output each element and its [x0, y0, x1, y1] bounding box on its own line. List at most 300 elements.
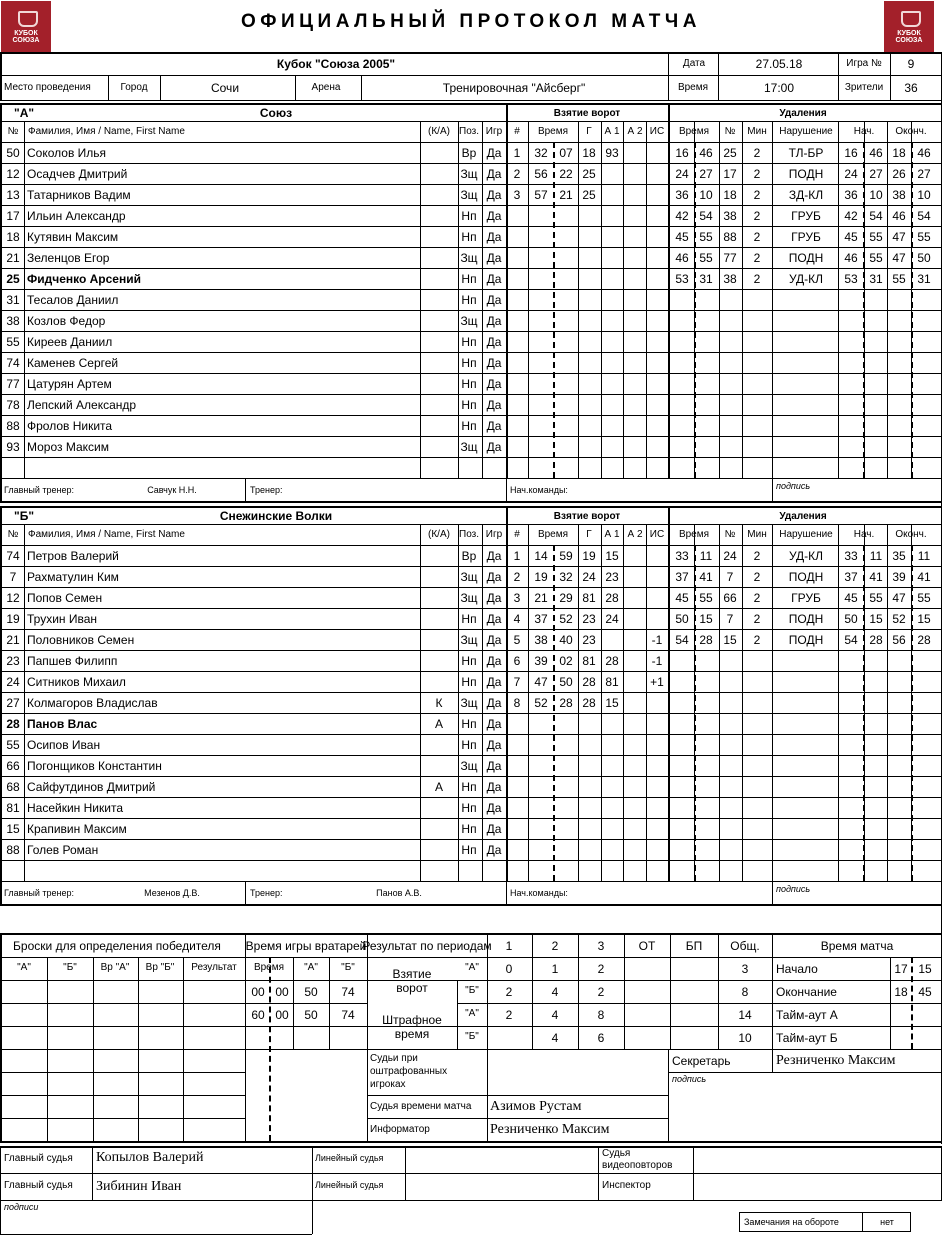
- goal-assist1: 81: [605, 675, 619, 689]
- grid-h-line: [0, 734, 942, 735]
- match-start-label: Начало: [776, 962, 818, 976]
- grid-h-line: [0, 103, 942, 105]
- penalty-end-min: 39: [892, 570, 906, 584]
- penalty-start-sec: 55: [869, 591, 883, 605]
- penalty-start-sec: 54: [869, 209, 883, 223]
- player-number: 77: [6, 377, 20, 391]
- grid-v-line: [528, 524, 529, 881]
- player-position: Нп: [461, 293, 477, 307]
- secretary-signature-label: подпись: [672, 1074, 707, 1084]
- penalty-player: 66: [723, 591, 737, 605]
- grid-h-line: [0, 1072, 245, 1073]
- player-name: Сайфутдинов Дмитрий: [27, 780, 156, 794]
- game-value: 9: [907, 57, 915, 71]
- player-name: Трухин Иван: [27, 612, 98, 626]
- goalie-a-number: 50: [304, 985, 318, 999]
- penalty-start-sec: 31: [869, 272, 883, 286]
- goal-number: 8: [513, 696, 521, 710]
- grid-v-line: [532, 933, 533, 1049]
- penalty-infraction: ПОДН: [788, 612, 824, 626]
- penalty-minutes: 2: [753, 251, 761, 265]
- period-score: 10: [738, 1031, 752, 1045]
- timeout-b-label: Тайм-аут Б: [776, 1031, 838, 1045]
- city-value: Сочи: [210, 81, 240, 95]
- referee2-label: Главный судья: [4, 1180, 73, 1191]
- player-name: Попов Семен: [27, 591, 103, 605]
- goal-number: 6: [513, 654, 521, 668]
- player-name: Колмагоров Владислав: [27, 696, 158, 710]
- grid-h-line: [367, 1118, 668, 1119]
- grid-v-line: [458, 524, 459, 881]
- penalty-minute: 46: [675, 251, 689, 265]
- player-captaincy: К: [435, 696, 443, 710]
- penalty-start-min: 53: [844, 272, 858, 286]
- player-name: Мороз Максим: [27, 440, 109, 454]
- goal-second: 59: [559, 549, 573, 563]
- penalty-minutes: 2: [753, 570, 761, 584]
- goal-minute: 38: [534, 633, 548, 647]
- inspector-label: Инспектор: [602, 1180, 651, 1191]
- grid-v-line: [108, 75, 109, 100]
- period-score: 8: [741, 985, 749, 999]
- time-divider: [269, 957, 271, 1141]
- player-played: Да: [486, 356, 502, 370]
- period-team-b: "Б": [465, 985, 479, 996]
- grid-h-line: [0, 860, 942, 861]
- goal-second: 29: [559, 591, 573, 605]
- grid-v-line: [668, 103, 670, 478]
- remarks-value: нет: [880, 1217, 894, 1227]
- player-position: Зщ: [460, 440, 478, 454]
- grid-v-line: [772, 881, 773, 904]
- goal-number: 2: [513, 570, 521, 584]
- tournament-name: Кубок "Союза 2005": [276, 57, 396, 71]
- player-position: Зщ: [460, 314, 478, 328]
- goal-assist1: 15: [605, 549, 619, 563]
- penalty-start-min: 50: [844, 612, 858, 626]
- player-name: Панов Влас: [27, 717, 98, 731]
- informer-name: Резниченко Максим: [490, 1122, 610, 1137]
- player-position: Нп: [461, 419, 477, 433]
- player-number: 7: [9, 570, 17, 584]
- city-label: Город: [120, 82, 148, 93]
- col-is-header: ИС: [649, 126, 665, 137]
- penalties-header: Удаления: [779, 511, 827, 522]
- goalie-minute: 00: [251, 985, 265, 999]
- player-name: Осадчев Дмитрий: [27, 167, 128, 181]
- penalty-second: 10: [699, 188, 713, 202]
- period-score: 3: [741, 962, 749, 976]
- grid-v-line: [329, 957, 330, 1049]
- grid-h-line: [0, 478, 942, 479]
- grid-v-line: [420, 524, 421, 881]
- referee1-name: Копылов Валерий: [96, 1150, 204, 1165]
- penalty-end-sec: 15: [917, 612, 931, 626]
- player-position: Нп: [461, 272, 477, 286]
- grid-h-line: [0, 100, 942, 101]
- goal-minute: 21: [534, 591, 548, 605]
- col-ka-header: (К/А): [428, 529, 450, 540]
- periods-title: Результат по периодам: [362, 939, 492, 953]
- secretary-name: Резниченко Максим: [776, 1053, 896, 1068]
- grid-h-line: [0, 501, 942, 503]
- grid-v-line: [293, 957, 294, 1049]
- grid-h-line: [0, 881, 942, 882]
- period-col-header: ОТ: [638, 939, 656, 953]
- col-pen-end-header: Оконч.: [895, 126, 927, 137]
- penalty-minute: 24: [675, 167, 689, 181]
- grid-v-line: [138, 957, 139, 1141]
- grid-h-line: [0, 671, 942, 672]
- grid-v-line: [578, 524, 579, 881]
- goalie-col-b: "Б": [341, 962, 355, 973]
- grid-h-line: [367, 1049, 942, 1050]
- penalty-player: 88: [723, 230, 737, 244]
- player-played: Да: [486, 801, 502, 815]
- goalie-col-a: "А": [304, 962, 318, 973]
- player-number: 12: [6, 591, 20, 605]
- player-played: Да: [486, 272, 502, 286]
- player-position: Зщ: [460, 188, 478, 202]
- grid-h-line: [0, 352, 942, 353]
- match-end-hour: 18: [894, 985, 908, 999]
- video-judge-label: Судья видеоповторов: [602, 1148, 673, 1171]
- player-name: Лепский Александр: [27, 398, 137, 412]
- game-label: Игра №: [846, 58, 882, 69]
- penalty-minutes: 2: [753, 167, 761, 181]
- grid-v-line: [0, 1146, 1, 1234]
- player-position: Нп: [461, 209, 477, 223]
- player-name: Осипов Иван: [27, 738, 101, 752]
- grid-h-line: [367, 1095, 668, 1096]
- grid-h-line: [0, 797, 942, 798]
- grid-h-line: [0, 289, 942, 290]
- player-played: Да: [486, 822, 502, 836]
- goals-header: Взятие ворот: [553, 511, 621, 522]
- penalty-end-min: 56: [892, 633, 906, 647]
- penalty-start-min: 45: [844, 591, 858, 605]
- col-goal-time-header: Время: [537, 529, 569, 540]
- player-name: Каменев Сергей: [27, 356, 119, 370]
- col-pen-start-header: Нач.: [853, 126, 875, 137]
- goal-second: 21: [559, 188, 573, 202]
- team-chief-label: Нач.команды:: [510, 485, 568, 495]
- goal-scorer: 28: [582, 696, 596, 710]
- player-played: Да: [486, 398, 502, 412]
- timeout-a-label: Тайм-аут А: [776, 1008, 838, 1022]
- penalty-start-min: 36: [844, 188, 858, 202]
- time-divider: [863, 142, 865, 478]
- time-judge-label: Судья времени матча: [370, 1101, 472, 1112]
- player-played: Да: [486, 419, 502, 433]
- player-position: Вр: [461, 146, 477, 160]
- goal-scorer: 23: [582, 633, 596, 647]
- penalty-end-sec: 46: [917, 146, 931, 160]
- goal-scorer: 25: [582, 188, 596, 202]
- penalty-start-min: 54: [844, 633, 858, 647]
- player-played: Да: [486, 251, 502, 265]
- penalty-end-min: 47: [892, 251, 906, 265]
- player-played: Да: [486, 654, 502, 668]
- penalty-infraction: ПОДН: [788, 251, 824, 265]
- time-divider: [911, 957, 913, 1049]
- grid-h-line: [0, 587, 942, 588]
- logo-text: КУБОК СОЮЗА: [12, 30, 40, 44]
- grid-h-line: [0, 650, 942, 651]
- penalty-end-sec: 31: [917, 272, 931, 286]
- goal-second: 40: [559, 633, 573, 647]
- referees-signature-label: подписи: [4, 1202, 39, 1212]
- head-coach-name: Савчук Н.Н.: [147, 485, 197, 495]
- player-number: 74: [6, 356, 20, 370]
- player-name: Соколов Илья: [27, 146, 107, 160]
- goal-strength: -1: [651, 633, 663, 647]
- grid-v-line: [0, 103, 2, 501]
- match-start-minute: 15: [918, 962, 932, 976]
- penalty-start-sec: 41: [869, 570, 883, 584]
- grid-h-line: [0, 713, 942, 714]
- player-played: Да: [486, 230, 502, 244]
- grid-h-line: [0, 608, 942, 609]
- player-number: 93: [6, 440, 20, 454]
- player-name: Насейкин Никита: [27, 801, 123, 815]
- grid-h-line: [0, 142, 942, 143]
- player-played: Да: [486, 188, 502, 202]
- grid-v-line: [887, 524, 888, 881]
- linesman2-label: Линейный судья: [315, 1180, 384, 1190]
- grid-v-line: [646, 121, 647, 478]
- penalty-end-min: 46: [892, 209, 906, 223]
- grid-v-line: [772, 478, 773, 501]
- player-number: 18: [6, 230, 20, 244]
- grid-h-line: [0, 331, 942, 332]
- penalty-second: 46: [699, 146, 713, 160]
- grid-v-line: [718, 52, 719, 100]
- player-position: Нп: [461, 675, 477, 689]
- goal-second: 52: [559, 612, 573, 626]
- goal-assist1: 93: [605, 146, 619, 160]
- grid-v-line: [601, 121, 602, 478]
- player-played: Да: [486, 440, 502, 454]
- penalty-minutes: 2: [753, 549, 761, 563]
- grid-v-line: [0, 506, 2, 904]
- player-number: 17: [6, 209, 20, 223]
- col-goal-time-header: Время: [537, 126, 569, 137]
- grid-v-line: [0, 52, 2, 100]
- player-number: 81: [6, 801, 20, 815]
- penalty-end-sec: 10: [917, 188, 931, 202]
- player-position: Нп: [461, 356, 477, 370]
- grid-h-line: [0, 436, 942, 437]
- grid-h-line: [367, 957, 942, 958]
- penalty-end-min: 47: [892, 230, 906, 244]
- informer-label: Информатор: [370, 1124, 430, 1135]
- match-end-minute: 45: [918, 985, 932, 999]
- player-position: Нп: [461, 398, 477, 412]
- player-number: 21: [6, 251, 20, 265]
- player-played: Да: [486, 209, 502, 223]
- player-number: 21: [6, 633, 20, 647]
- penalty-minutes: 2: [753, 272, 761, 286]
- goalie-time-title: Время игры вратарей: [245, 939, 367, 953]
- time-value: 17:00: [763, 81, 795, 95]
- team-letter: "А": [14, 106, 35, 120]
- grid-v-line: [646, 524, 647, 881]
- player-name: Рахматулин Ким: [27, 570, 119, 584]
- trainer-name: Панов А.В.: [376, 888, 422, 898]
- col-goal-num-header: #: [514, 529, 520, 540]
- time-divider: [863, 545, 865, 881]
- player-number: 13: [6, 188, 20, 202]
- player-position: Нп: [461, 612, 477, 626]
- goal-strength: +1: [650, 675, 664, 689]
- trainer-label: Тренер:: [250, 888, 283, 898]
- goal-minute: 32: [534, 146, 548, 160]
- player-number: 31: [6, 293, 20, 307]
- player-number: 24: [6, 675, 20, 689]
- grid-v-line: [718, 933, 719, 1049]
- grid-h-line: [457, 1003, 772, 1004]
- grid-v-line: [742, 524, 743, 881]
- time-label: Время: [677, 82, 709, 93]
- match-time-title: Время матча: [820, 939, 894, 953]
- goal-scorer: 81: [582, 591, 596, 605]
- period-score: 2: [597, 962, 605, 976]
- player-position: Зщ: [460, 570, 478, 584]
- grid-v-line: [420, 121, 421, 478]
- grid-v-line: [506, 103, 508, 478]
- grid-h-line: [0, 506, 942, 508]
- player-number: 88: [6, 419, 20, 433]
- col-infraction-header: Нарушение: [779, 529, 833, 540]
- player-played: Да: [486, 314, 502, 328]
- col-pen-time-header: Время: [678, 126, 710, 137]
- grid-v-line: [772, 121, 773, 478]
- trainer-label: Тренер:: [250, 485, 283, 495]
- grid-v-line: [742, 121, 743, 478]
- goal-scorer: 24: [582, 570, 596, 584]
- player-name: Ситников Михаил: [27, 675, 126, 689]
- grid-h-line: [0, 818, 942, 819]
- grid-v-line: [47, 957, 48, 1141]
- pim-team-b: "Б": [465, 1031, 479, 1042]
- period-score: 4: [551, 1008, 559, 1022]
- grid-v-line: [160, 75, 161, 100]
- penalty-second: 31: [699, 272, 713, 286]
- player-position: Нп: [461, 822, 477, 836]
- goal-number: 7: [513, 675, 521, 689]
- penalty-minute: 36: [675, 188, 689, 202]
- grid-v-line: [578, 121, 579, 478]
- goal-scorer: 18: [582, 146, 596, 160]
- head-coach-name: Мезенов Д.В.: [144, 888, 200, 898]
- col-pen-num-header: №: [724, 126, 736, 137]
- player-captaincy: А: [434, 780, 444, 794]
- penalty-player: 18: [723, 188, 737, 202]
- trophy-icon: [901, 11, 921, 27]
- period-score: 4: [551, 1031, 559, 1045]
- player-name: Фидченко Арсений: [27, 272, 141, 286]
- grid-h-line: [0, 205, 942, 206]
- col-name-header: Фамилия, Имя / Name, First Name: [28, 126, 185, 137]
- penalty-end-min: 35: [892, 549, 906, 563]
- goal-assist1: 23: [605, 570, 619, 584]
- penalty-end-sec: 11: [917, 549, 931, 563]
- col-pen-num-header: №: [724, 529, 736, 540]
- penalty-second: 55: [699, 591, 713, 605]
- goal-minute: 47: [534, 675, 548, 689]
- player-position: Зщ: [460, 759, 478, 773]
- referee2-name: Зибинин Иван: [96, 1179, 182, 1194]
- grid-h-line: [0, 163, 942, 164]
- player-position: Нп: [461, 654, 477, 668]
- player-number: 25: [6, 272, 20, 286]
- period-col-header: 2: [551, 939, 559, 953]
- player-position: Нп: [461, 717, 477, 731]
- grid-h-line: [0, 692, 942, 693]
- venue-label: Место проведения: [4, 82, 91, 93]
- grid-v-line: [361, 75, 362, 100]
- penalty-end-sec: 41: [917, 570, 931, 584]
- goal-assist1: 24: [605, 612, 619, 626]
- goal-minute: 52: [534, 696, 548, 710]
- match-end-label: Окончание: [776, 985, 837, 999]
- goal-minute: 57: [534, 188, 548, 202]
- grid-v-line: [838, 121, 839, 478]
- goal-minute: 39: [534, 654, 548, 668]
- grid-v-line: [183, 957, 184, 1141]
- shootout-col-header: "А": [17, 962, 31, 973]
- time-divider: [694, 142, 696, 478]
- penalty-infraction: ГРУБ: [791, 209, 821, 223]
- penalty-end-min: 52: [892, 612, 906, 626]
- goals-header: Взятие ворот: [553, 108, 621, 119]
- team-chief-label: Нач.команды:: [510, 888, 568, 898]
- grid-v-line: [482, 121, 483, 478]
- penalty-minutes: 2: [753, 188, 761, 202]
- penalty-start-sec: 11: [869, 549, 883, 563]
- goal-number: 3: [513, 188, 521, 202]
- referee1-label: Главный судья: [4, 1153, 73, 1164]
- goal-second: 02: [559, 654, 573, 668]
- grid-v-line: [838, 52, 839, 100]
- col-num-header: №: [7, 126, 19, 137]
- grid-v-line: [578, 933, 579, 1049]
- player-name: Кутявин Максим: [27, 230, 119, 244]
- penalty-infraction: ТЛ-БР: [788, 146, 824, 160]
- player-played: Да: [486, 633, 502, 647]
- player-position: Зщ: [460, 633, 478, 647]
- penalty-start-min: 33: [844, 549, 858, 563]
- penalty-end-min: 18: [892, 146, 906, 160]
- player-number: 38: [6, 314, 20, 328]
- grid-v-line: [24, 524, 25, 881]
- penalty-end-min: 47: [892, 591, 906, 605]
- grid-v-line: [24, 121, 25, 478]
- player-number: 19: [6, 612, 20, 626]
- head-coach-label: Главный тренер:: [4, 888, 74, 898]
- grid-v-line: [890, 52, 891, 100]
- goal-second: 28: [559, 696, 573, 710]
- player-played: Да: [486, 293, 502, 307]
- grid-h-line: [0, 1146, 942, 1148]
- grid-h-line: [0, 1095, 245, 1096]
- grid-h-line: [772, 1026, 942, 1027]
- penalty-player: 7: [726, 612, 734, 626]
- player-number: 78: [6, 398, 20, 412]
- player-name: Крапивин Максим: [27, 822, 127, 836]
- goal-scorer: 25: [582, 167, 596, 181]
